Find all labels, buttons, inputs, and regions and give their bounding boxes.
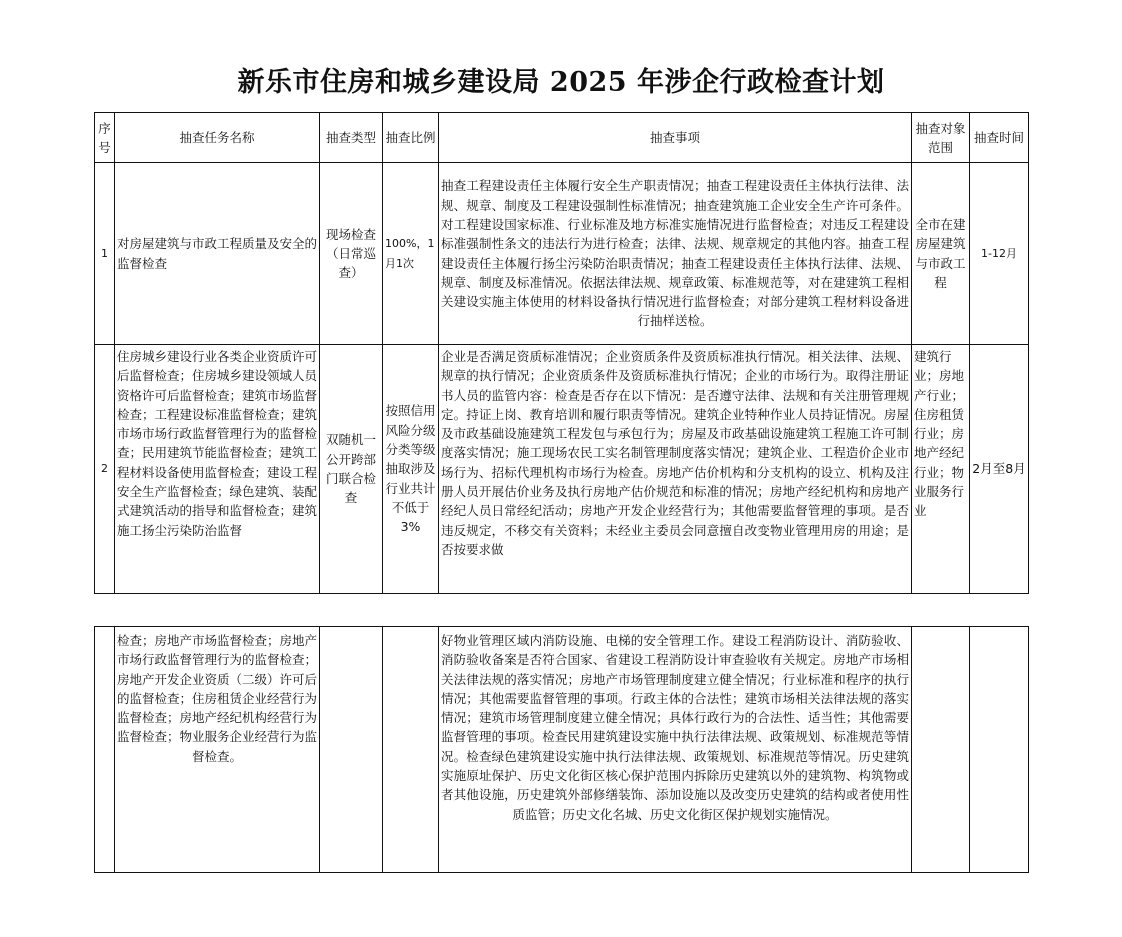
row-items <box>439 345 912 594</box>
header-type: 抽查类型 <box>320 113 383 163</box>
row-time: 1-12月 <box>970 163 1029 345</box>
header-ratio: 抽查比例 <box>383 113 439 163</box>
header-seq: 序号 <box>95 113 115 163</box>
row-items: 抽查工程建设责任主体履行安全生产职责情况；抽查工程建设责任主体执行法律、法规、规章、制度及工程建设强制性标准情况；抽查建筑施工企业安全生产许可条件。对工程建设国家标准、行业标准及地方标准实施情况进行监督检查；对违反工程建设标准强制性条文的违法行为进行检查；法律、法规、规章规定的其他内容。抽查工程建设责任主体履行扬尘污染防治职责情况；抽查工程建设责任主体执行法律、法规、规章、制度及标准情况。依据法律法规、规章政策、标准规范等，对在建建筑工程相关建设实施主体使用的材料设备执行情况进行监督检查；对部分建筑工程材料设备进行抽样送检。 <box>439 163 912 345</box>
continued-scope <box>912 627 970 873</box>
row-task-text: 住房城乡建设行业各类企业资质许可后监督检查；住房城乡建设领域人员资格许可后监督检查；建筑市场监督检查；工程建设标准监督检查；建筑市场市场行政监督管理行为的监督检查；民用建筑节能监督检查；建筑工程材料设备使用监督检查；建设工程安全生产监督检查；绿色建筑、装配式建筑活动的指导和监督检查；建筑施工扬尘污染防治监督 <box>117 349 317 538</box>
table-row <box>95 627 1029 873</box>
row-type: 现场检查（日常巡查） <box>320 163 383 345</box>
table-row <box>95 163 1029 345</box>
row-seq: 1 <box>95 163 115 345</box>
continued-task: 检查；房地产市场监督检查；房地产市场行政监督管理行为的监督检查；房地产开发企业资质（二级）许可后的监督检查；住房租赁企业经营行为监督检查；房地产经纪机构经营行为监督检查；物业服务企业经营行为监督检查。 <box>115 627 320 873</box>
row-ratio: 100%，1月1次 <box>383 163 439 345</box>
table-row <box>95 345 1029 594</box>
header-task: 抽查任务名称 <box>115 113 320 163</box>
header-scope: 抽查对象范围 <box>912 113 970 163</box>
inspection-plan-table-continued <box>94 626 1029 873</box>
continued-seq <box>95 627 115 873</box>
header-items: 抽查事项 <box>439 113 912 163</box>
header-time: 抽查时间 <box>970 113 1029 163</box>
row-type: 双随机一公开跨部门联合检查 <box>320 345 383 594</box>
row-items-text: 企业是否满足资质标准情况；企业资质条件及资质标准执行情况。相关法律、法规、规章的执行情况；企业资质条件及资质标准执行情况；企业的市场行为。取得注册证书人员的监管内容：检查是否存在以下情况：是否遵守法律、法规和有关注册管理规定。持证上岗、教育培训和履行职责等情况。建筑企业特种作业人员持证情况。房屋及市政基础设施建筑工程发包与承包行为；房屋及市政基础设施建筑工程施工许可制度落实情况；施工现场农民工实名制管理制度落实情况；建筑企业、工程造价企业市场行为、招标代理机构市场行为检查。房地产估价机构和分支机构的设立、机构及注册人员开展估价业务及执行房地产估价规范和标准的情况；房地产经纪机构和房地产经纪人员日常经纪活动；房地产开发企业经营行为；其他需要监督管理的事项。是否违反规定，不移交有关资料；未经业主委员会同意擅自改变物业管理用房的用途；是否按要求做 <box>441 349 909 557</box>
row-scope: 全市在建房屋建筑与市政工程 <box>912 163 970 345</box>
row-scope-text: 建筑行业；房地产行业；住房租赁行业；房地产经纪行业；物业服务行业 <box>914 349 965 519</box>
header-row <box>95 113 1029 163</box>
row-task: 对房屋建筑与市政工程质量及安全的监督检查 <box>115 163 320 345</box>
row-scope <box>912 345 970 594</box>
page-title: 新乐市住房和城乡建设局 2025 年涉企行政检查计划 <box>237 67 885 98</box>
inspection-plan-table <box>94 112 1029 594</box>
continued-type <box>320 627 383 873</box>
row-task <box>115 345 320 594</box>
row-ratio: 按照信用风险分级分类等级抽取涉及行业共计不低于3% <box>383 345 439 594</box>
row-time: 2月至8月 <box>970 345 1029 594</box>
row-seq: 2 <box>95 345 115 594</box>
continued-items: 好物业管理区域内消防设施、电梯的安全管理工作。建设工程消防设计、消防验收、消防验收备案是否符合国家、省建设工程消防设计审查验收有关规定。房地产市场相关法律法规的落实情况；房地产市场管理制度建立健全情况；行业标准和程序的执行情况；其他需要监督管理的事项。行政主体的合法性；建筑市场相关法律法规的落实情况；建筑市场管理制度建立健全情况；具体行政行为的合法性、适当性；其他需要监督管理的事项。检查民用建筑建设实施中执行法律法规、政策规划、标准规范等情况。检查绿色建筑建设实施中执行法律法规、政策规划、标准规范等情况。历史建筑实施原址保护、历史文化街区核心保护范围内拆除历史建筑以外的建筑物、构筑物或者其他设施，历史建筑外部修缮装饰、添加设施以及改变历史建筑的结构或者使用性质监管；历史文化名城、历史文化街区保护规划实施情况。 <box>439 627 912 873</box>
continued-ratio <box>383 627 439 873</box>
continued-time <box>970 627 1029 873</box>
